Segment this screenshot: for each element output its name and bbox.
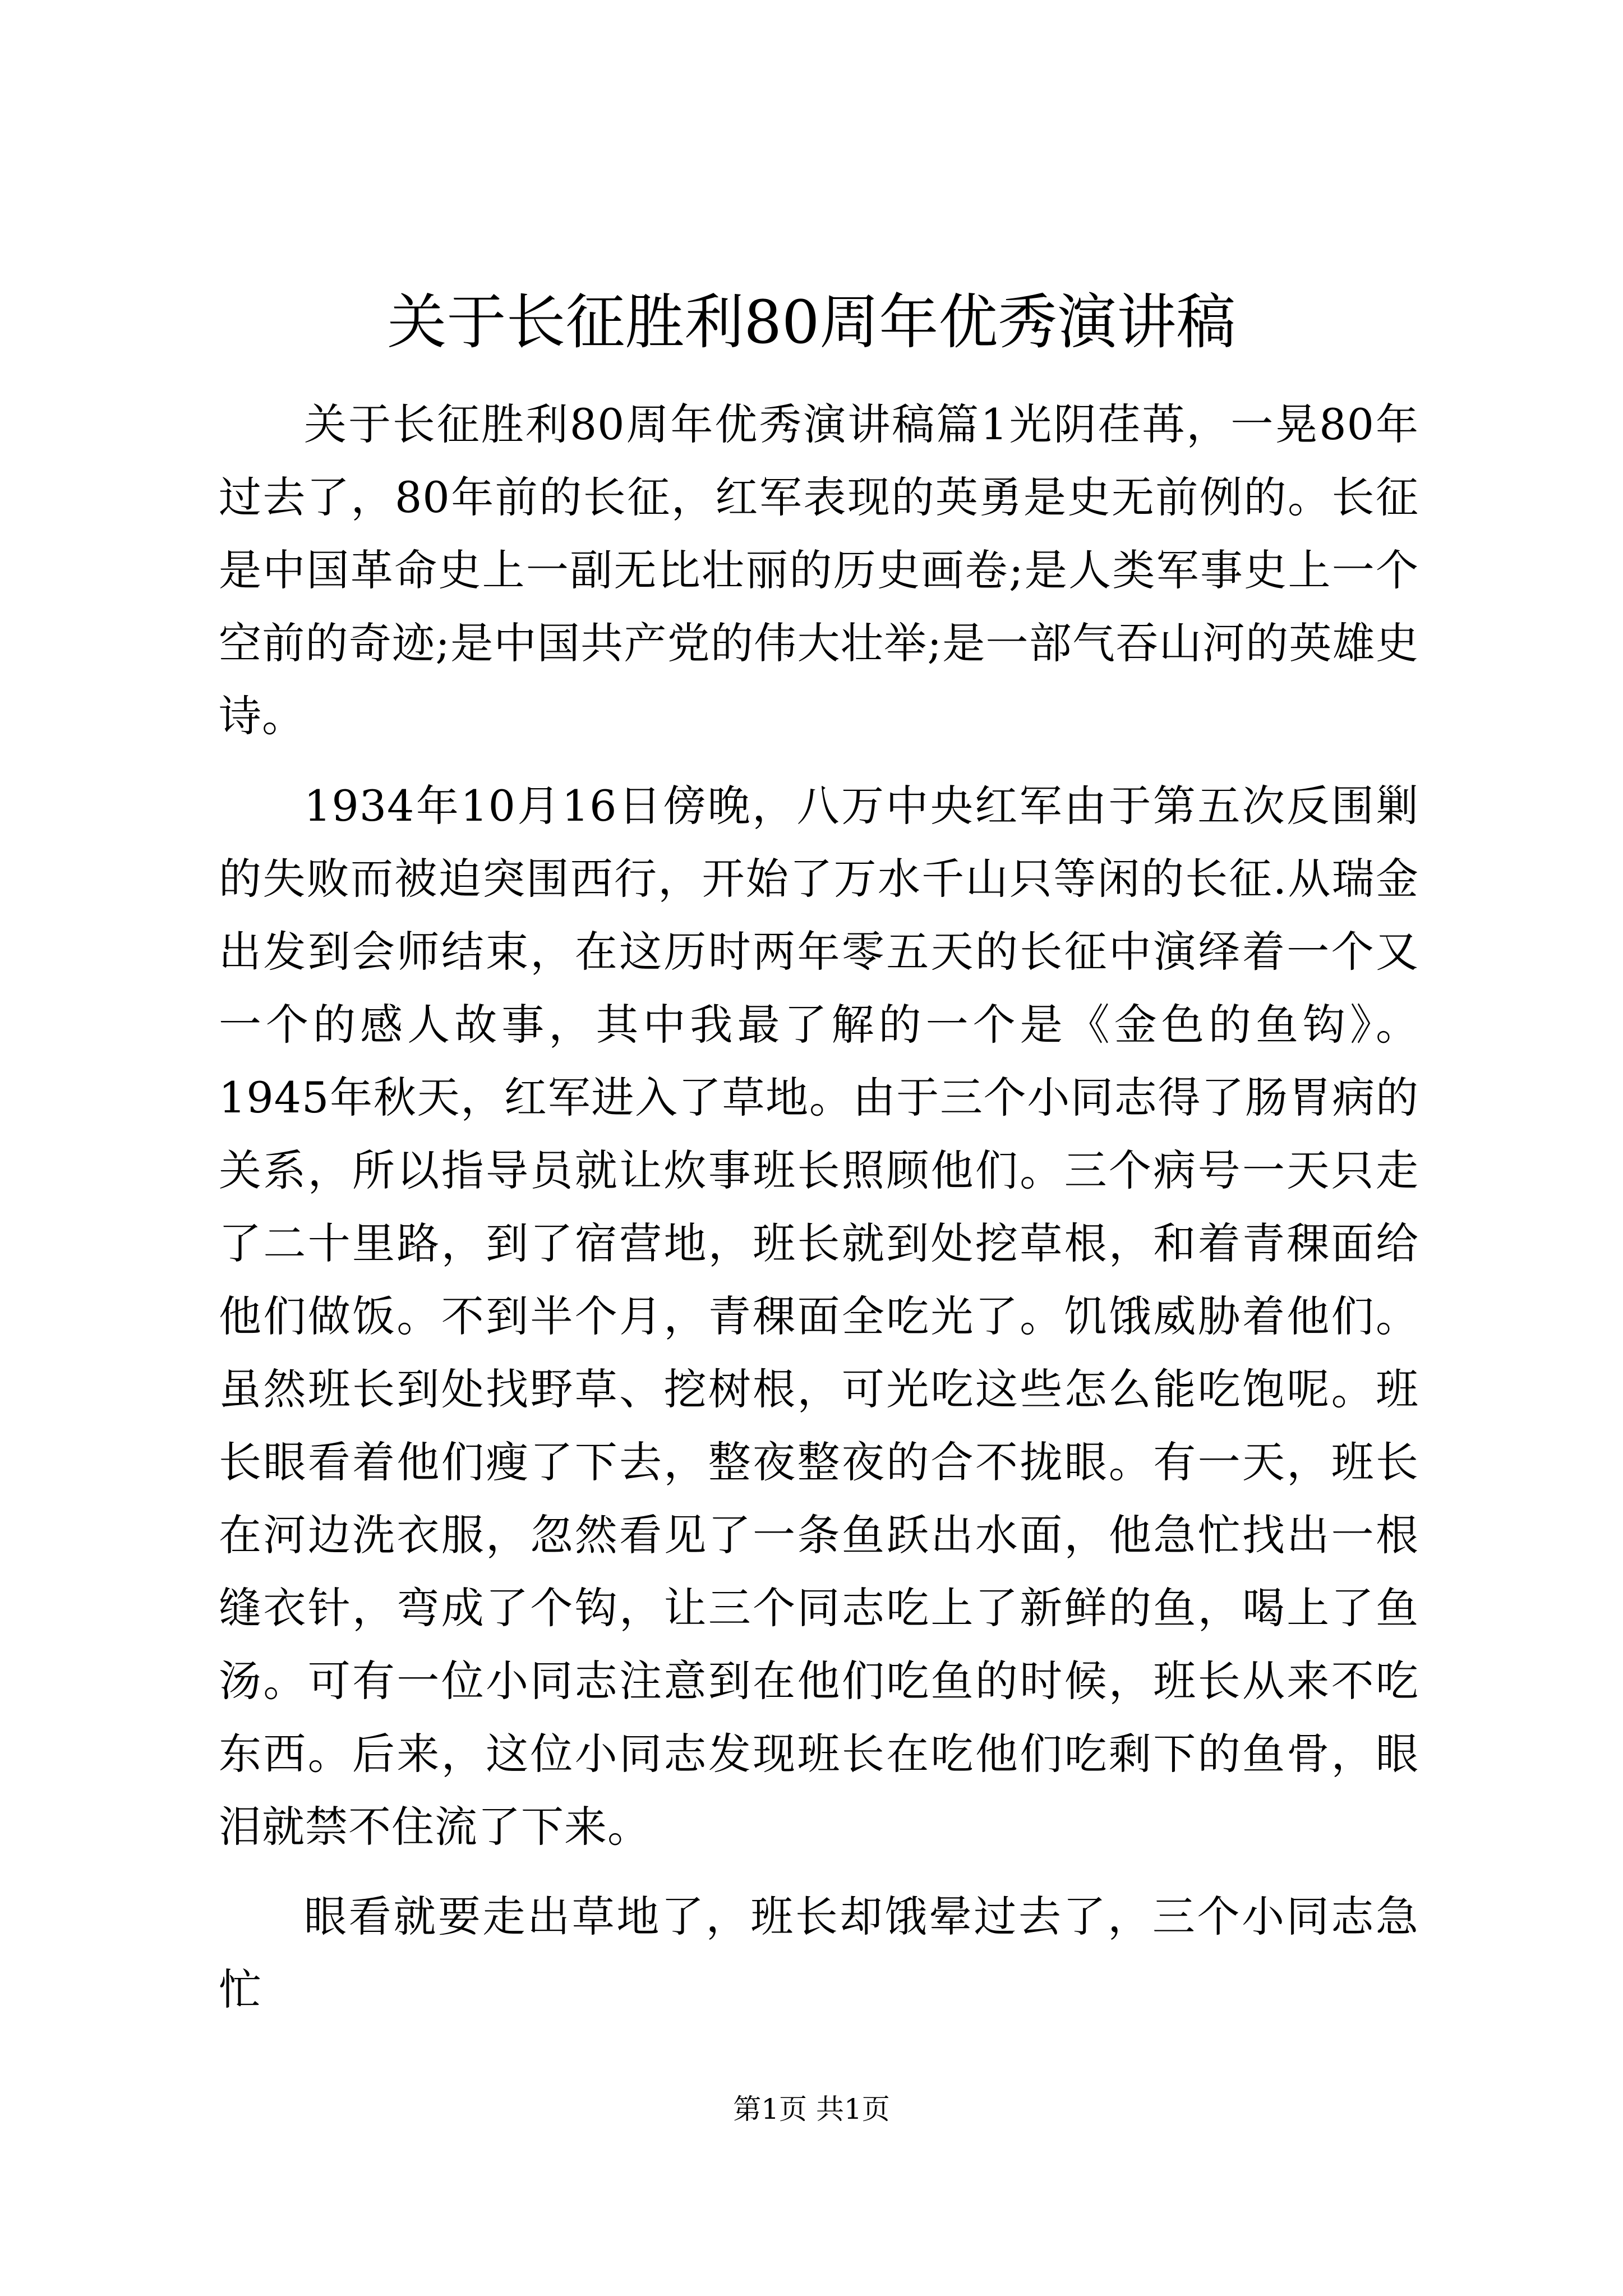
page-footer: 第1页 共1页 — [733, 2093, 890, 2125]
document-body — [219, 388, 1419, 2043]
paragraph-1: 关于长征胜利80周年优秀演讲稿篇1光阴荏苒，一晃80年过去了，80年前的长征，红军表现的英勇是史无前例的。长征是中国革命史上一副无比壮丽的历史画卷;是人类军事史上一个空前的奇迹;是中国共产党的伟大壮举;是一部气吞山河的英雄史诗。 — [219, 399, 1419, 741]
paragraph-2: 1934年10月16日傍晚，八万中央红军由于第五次反围剿的失败而被迫突围西行，开始了万水千山只等闲的长征.从瑞金出发到会师结束，在这历时两年零五天的长征中演绎着一个又一个的感人故事，其中我最了解的一个是《金色的鱼钩》。1945年秋天，红军进入了草地。由于三个小同志得了肠胃病的关系，所以指导员就让炊事班长照顾他们。三个病号一天只走了二十里路，到了宿营地，班长就到处挖草根，和着青稞面给他们做饭。不到半个月，青稞面全吃光了。饥饿威胁着他们。虽然班长到处找野草、挖树根，可光吃这些怎么能吃饱呢。班长眼看着他们瘦了下去，整夜整夜的合不拢眼。有一天，班长在河边洗衣服，忽然看见了一条鱼跃出水面，他急忙找出一根缝衣针，弯成了个钩，让三个同志吃上了新鲜的鱼，喝上了鱼汤。可有一位小同志注意到在他们吃鱼的时候，班长从来不吃东西。后来，这位小同志发现班长在吃他们吃剩下的鱼骨，眼泪就禁不住流了下来。 — [219, 781, 1419, 1852]
document-title: 关于长征胜利80周年优秀演讲稿 — [387, 288, 1236, 357]
paragraph-3: 眼看就要走出草地了，班长却饿晕过去了，三个小同志急忙 — [219, 1892, 1419, 2014]
